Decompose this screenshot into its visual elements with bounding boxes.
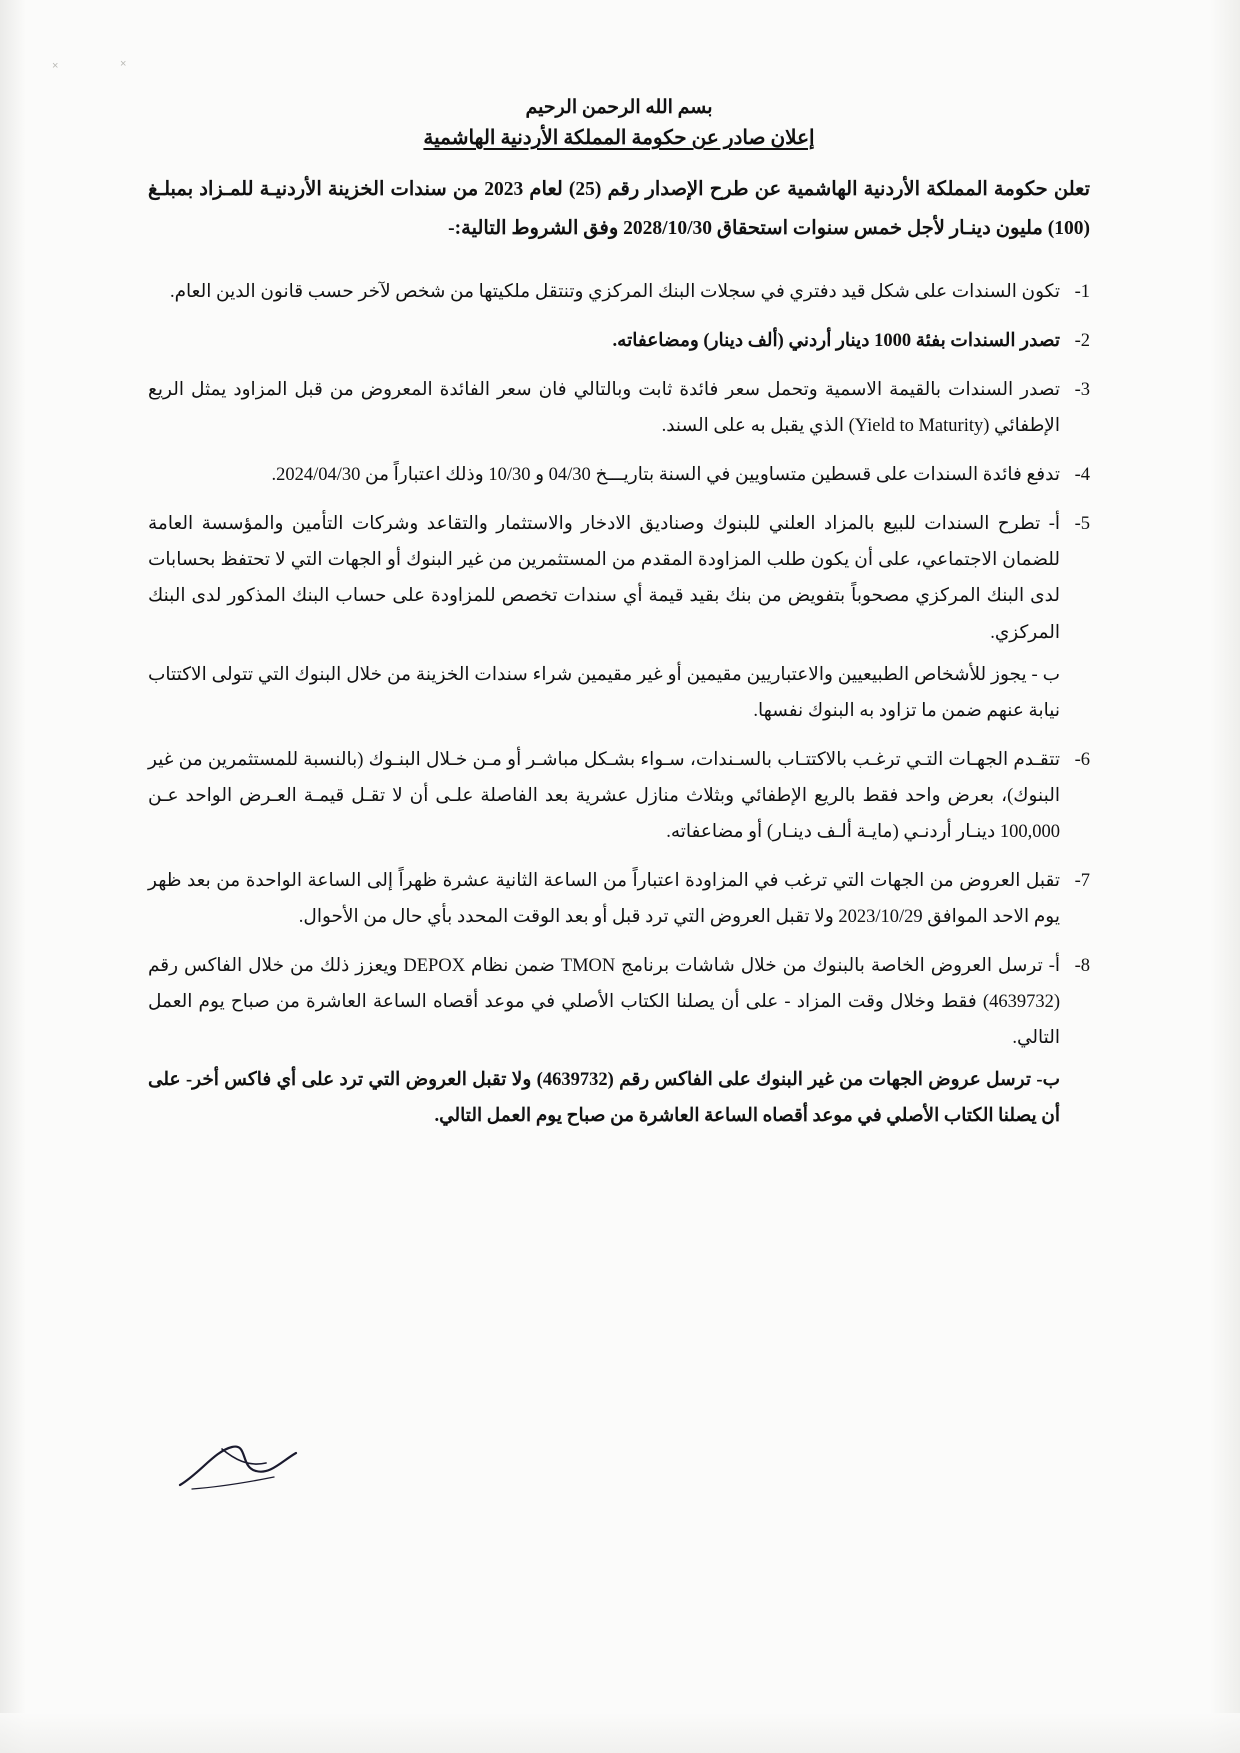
clause-paragraph: تقبل العروض من الجهات التي ترغب في المزاودة اعتباراً من الساعة الثانية عشرة ظهراً إلى الساعة الواحدة من بعد ظهر يوم الاحد الموافق 2023/10/29 ولا تقبل العروض التي ترد قبل أو بعد الوقت المحدد بأي حال من الأحوال. — [148, 870, 1060, 927]
clause-item — [148, 457, 1090, 493]
scan-speck: × — [52, 60, 59, 72]
basmala-line: بسم الله الرحمن الرحيم — [525, 97, 713, 118]
clause-item — [148, 323, 1090, 359]
clause-paragraph: تصدر السندات بالقيمة الاسمية وتحمل سعر فائدة ثابت وبالتالي فان سعر الفائدة المعروض من قبل المزاود يمثل الريع الإطفائي (Yield to Maturity) الذي يقبل به على السند. — [148, 380, 1060, 437]
clause-paragraph: أ- تطرح السندات للبيع بالمزاد العلني للبنوك وصناديق الادخار والاستثمار والتقاعد وشركات التأمين والمؤسسة العامة للضمان الاجتماعي، على أن يكون طلب المزاودة المقدم من المستثمرين من غير البنوك أو الجهات التي لا تحتفظ بحسابات لدى البنك المركزي مصحوباً بتفويض من بنك بقيد قيمة أي سندات تخصص للمزاودة على حساب البنك المذكور لدى البنك المركزي. — [148, 514, 1060, 643]
clause-paragraph: تدفع فائدة السندات على قسطين متساويين في السنة بتاريـــخ 04/30 و 10/30 وذلك اعتباراً من 2024/04/30. — [271, 465, 1060, 486]
clause-item — [148, 863, 1090, 935]
clause-item — [148, 742, 1090, 850]
clause-paragraph: أ- ترسل العروض الخاصة بالبنوك من خلال شاشات برنامج TMON ضمن نظام DEPOX ويعزز ذلك من خلال الفاكس رقم (4639732) فقط وخلال وقت المزاد - على أن يصلنا الكتاب الأصلي في موعد أقصاه الساعة العاشرة من صباح يوم العمل التالي. — [148, 956, 1060, 1049]
clause-number: 8- — [1074, 956, 1090, 976]
document-body — [148, 96, 1090, 1147]
scan-edge-right — [1210, 0, 1240, 1753]
handwritten-signature — [170, 1433, 320, 1503]
clause-item — [148, 372, 1090, 444]
clause-paragraph: تكون السندات على شكل قيد دفتري في سجلات البنك المركزي وتنتقل ملكيتها من شخص لآخر حسب قانون الدين العام. — [169, 282, 1060, 302]
clause-item — [148, 506, 1090, 728]
clause-number: 1- — [1074, 282, 1090, 302]
scan-speck: × — [120, 58, 127, 70]
page-title: إعلان صادر عن حكومة المملكة الأردنية الهاشمية — [423, 127, 815, 149]
clause-list — [148, 274, 1090, 1134]
scan-edge-bottom — [0, 1713, 1240, 1753]
clause-subparagraph: ب - يجوز للأشخاص الطبيعيين والاعتباريين مقيمين أو غير مقيمين شراء سندات الخزينة من خلال البنوك التي تتولى الاكتتاب نيابة عنهم ضمن ما تزاود به البنوك نفسها. — [148, 664, 1060, 721]
clause-paragraph: تصدر السندات بفئة 1000 دينار أردني (ألف دينار) ومضاعفاته. — [612, 331, 1060, 352]
clause-number: 3- — [1074, 380, 1090, 401]
clause-number: 7- — [1074, 870, 1090, 891]
scan-edge-left — [0, 0, 26, 1753]
clause-item — [148, 948, 1090, 1134]
clause-paragraph: تتقـدم الجهـات التـي ترغـب بالاكتتـاب بالسـندات، سـواء بشـكل مباشـر أو مـن خـلال البنـوك (بالنسبة للمستثمرين من غير البنوك)، بعرض واحد فقط بالريع الإطفائي وبثلاث منازل عشرية بعد الفاصلة علـى أن لا تقـل قيمـة العـرض الواحد عـن 100,000 دينـار أردنـي (مايـة ألـف دينـار) أو مضاعفاته. — [148, 749, 1060, 842]
clause-item — [148, 274, 1090, 310]
clause-number: 6- — [1074, 749, 1090, 770]
clause-number: 2- — [1074, 331, 1090, 352]
clause-number: 5- — [1074, 514, 1090, 535]
clause-number: 4- — [1074, 465, 1090, 486]
clause-subparagraph: ب- ترسل عروض الجهات من غير البنوك على الفاكس رقم (4639732) ولا تقبل العروض التي ترد على أي فاكس أخر- على أن يصلنا الكتاب الأصلي في موعد أقصاه الساعة العاشرة من صباح يوم العمل التالي. — [148, 1070, 1060, 1127]
intro-paragraph: تعلن حكومة المملكة الأردنية الهاشمية عن طرح الإصدار رقم (25) لعام 2023 من سندات الخزينة الأردنيـة للمـزاد بمبلـغ (100) مليون دينـار لأجل خمس سنوات استحقاق 2028/10/30 وفق الشروط التالية:- — [148, 179, 1090, 239]
